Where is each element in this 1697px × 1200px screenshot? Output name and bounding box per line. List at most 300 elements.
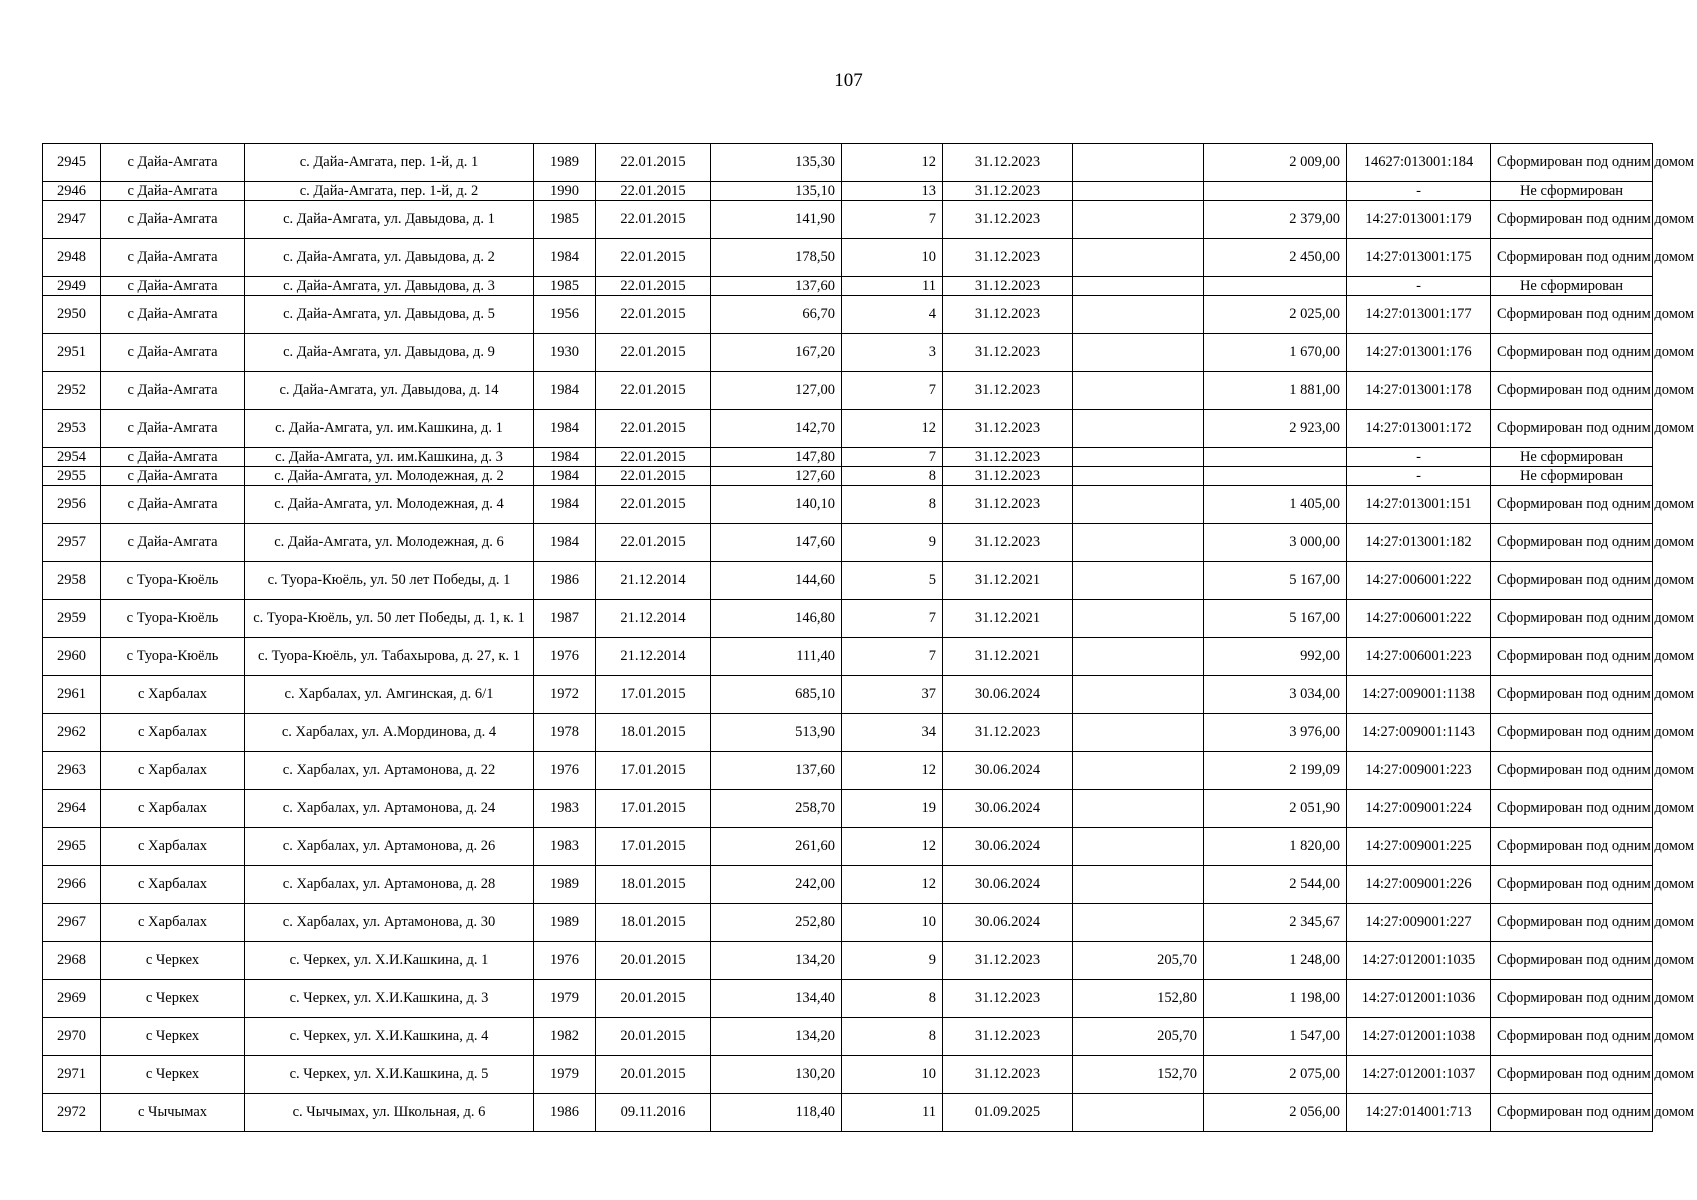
cell-status: Сформирован под одним домом bbox=[1491, 638, 1653, 676]
table-row bbox=[43, 486, 1653, 524]
cell-deadline: 31.12.2023 bbox=[943, 334, 1073, 372]
table-row bbox=[43, 752, 1653, 790]
cell-deadline: 31.12.2021 bbox=[943, 638, 1073, 676]
cell-land-area: 2 923,00 bbox=[1204, 410, 1347, 448]
cell-area: 135,10 bbox=[711, 182, 842, 201]
cell-residents: 19 bbox=[842, 790, 943, 828]
table-row bbox=[43, 1056, 1653, 1094]
cell-status: Сформирован под одним домом bbox=[1491, 980, 1653, 1018]
cell-cadastral-number: 14:27:013001:151 bbox=[1347, 486, 1491, 524]
cell-cadastral-number: 14:27:013001:179 bbox=[1347, 201, 1491, 239]
cell-deadline: 31.12.2023 bbox=[943, 144, 1073, 182]
cell-status: Сформирован под одним домом bbox=[1491, 486, 1653, 524]
cell-number: 2962 bbox=[43, 714, 101, 752]
cell-land-area: 2 379,00 bbox=[1204, 201, 1347, 239]
cell-date: 20.01.2015 bbox=[596, 980, 711, 1018]
cell-date: 22.01.2015 bbox=[596, 201, 711, 239]
cell-deadline: 30.06.2024 bbox=[943, 866, 1073, 904]
cell-address: с. Харбалах, ул. Амгинская, д. 6/1 bbox=[245, 676, 534, 714]
cell-area: 134,40 bbox=[711, 980, 842, 1018]
cell-cadastral-number: 14:27:009001:1143 bbox=[1347, 714, 1491, 752]
cell-land-area: 992,00 bbox=[1204, 638, 1347, 676]
cell-settlement: с Дайа-Амгата bbox=[101, 239, 245, 277]
cell-address: с. Харбалах, ул. Артамонова, д. 28 bbox=[245, 866, 534, 904]
cell-address: с. Черкех, ул. Х.И.Кашкина, д. 3 bbox=[245, 980, 534, 1018]
cell-address: с. Харбалах, ул. Артамонова, д. 26 bbox=[245, 828, 534, 866]
cell-cadastral-number: 14:27:013001:178 bbox=[1347, 372, 1491, 410]
cell-area: 513,90 bbox=[711, 714, 842, 752]
cell-status: Сформирован под одним домом bbox=[1491, 334, 1653, 372]
cell-year: 1978 bbox=[534, 714, 596, 752]
cell-cadastral-number: 14:27:009001:223 bbox=[1347, 752, 1491, 790]
cell-status: Сформирован под одним домом bbox=[1491, 714, 1653, 752]
cell-date: 22.01.2015 bbox=[596, 448, 711, 467]
cell-area: 111,40 bbox=[711, 638, 842, 676]
cell-cadastral-number: 14627:013001:184 bbox=[1347, 144, 1491, 182]
table-row bbox=[43, 182, 1653, 201]
cell-status: Сформирован под одним домом bbox=[1491, 524, 1653, 562]
cell-year: 1984 bbox=[534, 239, 596, 277]
cell-residents: 10 bbox=[842, 1056, 943, 1094]
cell-cadastral-number: 14:27:013001:177 bbox=[1347, 296, 1491, 334]
cell-status: Сформирован под одним домом bbox=[1491, 676, 1653, 714]
table-row bbox=[43, 600, 1653, 638]
cell-cadastral-number: 14:27:013001:172 bbox=[1347, 410, 1491, 448]
cell-residents: 8 bbox=[842, 486, 943, 524]
cell-cadastral-number: - bbox=[1347, 277, 1491, 296]
cell-deadline: 31.12.2023 bbox=[943, 277, 1073, 296]
cell-land-area bbox=[1204, 277, 1347, 296]
cell-date: 18.01.2015 bbox=[596, 904, 711, 942]
cell-year: 1984 bbox=[534, 486, 596, 524]
cell-land-area bbox=[1204, 448, 1347, 467]
cell-area: 178,50 bbox=[711, 239, 842, 277]
cell-settlement: с Дайа-Амгата bbox=[101, 524, 245, 562]
cell-address: с. Дайа-Амгата, ул. Давыдова, д. 2 bbox=[245, 239, 534, 277]
cell-status: Сформирован под одним домом bbox=[1491, 904, 1653, 942]
cell-date: 22.01.2015 bbox=[596, 372, 711, 410]
table-row bbox=[43, 372, 1653, 410]
cell-residents: 7 bbox=[842, 201, 943, 239]
cell-settlement: с Дайа-Амгата bbox=[101, 144, 245, 182]
cell-number: 2946 bbox=[43, 182, 101, 201]
cell-land-area: 1 547,00 bbox=[1204, 1018, 1347, 1056]
cell-settlement: с Дайа-Амгата bbox=[101, 372, 245, 410]
cell-status: Сформирован под одним домом bbox=[1491, 790, 1653, 828]
cell-year: 1984 bbox=[534, 448, 596, 467]
cell-land-area: 3 000,00 bbox=[1204, 524, 1347, 562]
cell-number: 2949 bbox=[43, 277, 101, 296]
cell-deadline: 30.06.2024 bbox=[943, 790, 1073, 828]
cell-settlement: с Дайа-Амгата bbox=[101, 182, 245, 201]
cell-area: 140,10 bbox=[711, 486, 842, 524]
cell-address: с. Дайа-Амгата, ул. Давыдова, д. 3 bbox=[245, 277, 534, 296]
cell-extra bbox=[1073, 296, 1204, 334]
cell-year: 1984 bbox=[534, 372, 596, 410]
cell-cadastral-number: 14:27:012001:1036 bbox=[1347, 980, 1491, 1018]
cell-deadline: 31.12.2023 bbox=[943, 942, 1073, 980]
cell-settlement: с Дайа-Амгата bbox=[101, 334, 245, 372]
cell-area: 137,60 bbox=[711, 752, 842, 790]
registry-body bbox=[43, 144, 1695, 1132]
cell-address: с. Туора-Кюёль, ул. Табахырова, д. 27, к. 1 bbox=[245, 638, 534, 676]
cell-status: Сформирован под одним домом bbox=[1491, 562, 1653, 600]
cell-residents: 10 bbox=[842, 239, 943, 277]
cell-address: с. Черкех, ул. Х.И.Кашкина, д. 5 bbox=[245, 1056, 534, 1094]
cell-area: 146,80 bbox=[711, 600, 842, 638]
cell-year: 1987 bbox=[534, 600, 596, 638]
cell-deadline: 30.06.2024 bbox=[943, 676, 1073, 714]
cell-area: 135,30 bbox=[711, 144, 842, 182]
cell-land-area: 2 056,00 bbox=[1204, 1094, 1347, 1132]
table-row bbox=[43, 467, 1653, 486]
cell-residents: 8 bbox=[842, 980, 943, 1018]
cell-deadline: 31.12.2023 bbox=[943, 372, 1073, 410]
cell-area: 142,70 bbox=[711, 410, 842, 448]
cell-land-area: 5 167,00 bbox=[1204, 562, 1347, 600]
cell-area: 130,20 bbox=[711, 1056, 842, 1094]
cell-residents: 13 bbox=[842, 182, 943, 201]
cell-land-area: 3 034,00 bbox=[1204, 676, 1347, 714]
cell-year: 1989 bbox=[534, 904, 596, 942]
cell-deadline: 31.12.2023 bbox=[943, 182, 1073, 201]
cell-residents: 12 bbox=[842, 752, 943, 790]
cell-residents: 7 bbox=[842, 600, 943, 638]
cell-settlement: с Харбалах bbox=[101, 676, 245, 714]
cell-land-area: 1 881,00 bbox=[1204, 372, 1347, 410]
cell-land-area: 1 248,00 bbox=[1204, 942, 1347, 980]
cell-status: Сформирован под одним домом bbox=[1491, 828, 1653, 866]
cell-number: 2971 bbox=[43, 1056, 101, 1094]
cell-area: 261,60 bbox=[711, 828, 842, 866]
table-row bbox=[43, 904, 1653, 942]
cell-number: 2958 bbox=[43, 562, 101, 600]
cell-area: 134,20 bbox=[711, 942, 842, 980]
cell-date: 17.01.2015 bbox=[596, 790, 711, 828]
cell-status: Не сформирован bbox=[1491, 277, 1653, 296]
cell-address: с. Дайа-Амгата, ул. Давыдова, д. 14 bbox=[245, 372, 534, 410]
cell-cadastral-number: 14:27:012001:1035 bbox=[1347, 942, 1491, 980]
cell-area: 127,60 bbox=[711, 467, 842, 486]
cell-deadline: 31.12.2021 bbox=[943, 562, 1073, 600]
cell-residents: 5 bbox=[842, 562, 943, 600]
cell-year: 1986 bbox=[534, 562, 596, 600]
cell-cadastral-number: 14:27:009001:226 bbox=[1347, 866, 1491, 904]
cell-extra bbox=[1073, 600, 1204, 638]
cell-status: Сформирован под одним домом bbox=[1491, 866, 1653, 904]
table-row bbox=[43, 828, 1653, 866]
cell-area: 252,80 bbox=[711, 904, 842, 942]
cell-deadline: 31.12.2021 bbox=[943, 600, 1073, 638]
cell-number: 2950 bbox=[43, 296, 101, 334]
cell-residents: 7 bbox=[842, 372, 943, 410]
cell-status: Сформирован под одним домом bbox=[1491, 1056, 1653, 1094]
table-row bbox=[43, 1094, 1653, 1132]
cell-date: 20.01.2015 bbox=[596, 1056, 711, 1094]
cell-date: 22.01.2015 bbox=[596, 239, 711, 277]
cell-address: с. Дайа-Амгата, пер. 1-й, д. 1 bbox=[245, 144, 534, 182]
cell-extra bbox=[1073, 866, 1204, 904]
cell-settlement: с Харбалах bbox=[101, 828, 245, 866]
cell-status: Сформирован под одним домом bbox=[1491, 296, 1653, 334]
cell-address: с. Черкех, ул. Х.И.Кашкина, д. 4 bbox=[245, 1018, 534, 1056]
cell-deadline: 31.12.2023 bbox=[943, 714, 1073, 752]
cell-cadastral-number: 14:27:006001:222 bbox=[1347, 562, 1491, 600]
cell-year: 1985 bbox=[534, 201, 596, 239]
cell-number: 2966 bbox=[43, 866, 101, 904]
cell-year: 1985 bbox=[534, 277, 596, 296]
cell-year: 1989 bbox=[534, 866, 596, 904]
cell-settlement: с Дайа-Амгата bbox=[101, 467, 245, 486]
housing-registry-table bbox=[42, 143, 1695, 1132]
page-number: 107 bbox=[834, 70, 863, 91]
cell-address: с. Дайа-Амгата, ул. Давыдова, д. 9 bbox=[245, 334, 534, 372]
cell-date: 21.12.2014 bbox=[596, 562, 711, 600]
table-row bbox=[43, 239, 1653, 277]
cell-deadline: 31.12.2023 bbox=[943, 448, 1073, 467]
cell-year: 1986 bbox=[534, 1094, 596, 1132]
cell-residents: 8 bbox=[842, 1018, 943, 1056]
cell-land-area: 2 009,00 bbox=[1204, 144, 1347, 182]
table-row bbox=[43, 334, 1653, 372]
cell-cadastral-number: 14:27:014001:713 bbox=[1347, 1094, 1491, 1132]
cell-address: с. Туора-Кюёль, ул. 50 лет Победы, д. 1, к. 1 bbox=[245, 600, 534, 638]
cell-status: Сформирован под одним домом bbox=[1491, 600, 1653, 638]
cell-status: Сформирован под одним домом bbox=[1491, 752, 1653, 790]
cell-cadastral-number: - bbox=[1347, 467, 1491, 486]
cell-residents: 10 bbox=[842, 904, 943, 942]
cell-status: Не сформирован bbox=[1491, 448, 1653, 467]
cell-settlement: с Чычымах bbox=[101, 1094, 245, 1132]
cell-settlement: с Харбалах bbox=[101, 866, 245, 904]
table-row bbox=[43, 1018, 1653, 1056]
cell-year: 1983 bbox=[534, 790, 596, 828]
cell-address: с. Дайа-Амгата, пер. 1-й, д. 2 bbox=[245, 182, 534, 201]
cell-land-area bbox=[1204, 182, 1347, 201]
cell-number: 2964 bbox=[43, 790, 101, 828]
cell-settlement: с Черкех bbox=[101, 980, 245, 1018]
cell-address: с. Харбалах, ул. Артамонова, д. 22 bbox=[245, 752, 534, 790]
cell-deadline: 01.09.2025 bbox=[943, 1094, 1073, 1132]
table-row bbox=[43, 448, 1653, 467]
cell-extra: 205,70 bbox=[1073, 1018, 1204, 1056]
cell-number: 2954 bbox=[43, 448, 101, 467]
cell-date: 09.11.2016 bbox=[596, 1094, 711, 1132]
cell-cadastral-number: 14:27:012001:1038 bbox=[1347, 1018, 1491, 1056]
cell-year: 1984 bbox=[534, 410, 596, 448]
cell-residents: 34 bbox=[842, 714, 943, 752]
cell-settlement: с Черкех bbox=[101, 1018, 245, 1056]
cell-number: 2972 bbox=[43, 1094, 101, 1132]
cell-address: с. Дайа-Амгата, ул. им.Кашкина, д. 1 bbox=[245, 410, 534, 448]
cell-extra bbox=[1073, 410, 1204, 448]
cell-settlement: с Туора-Кюёль bbox=[101, 600, 245, 638]
cell-residents: 8 bbox=[842, 467, 943, 486]
cell-area: 147,80 bbox=[711, 448, 842, 467]
table-row bbox=[43, 676, 1653, 714]
cell-cadastral-number: 14:27:009001:225 bbox=[1347, 828, 1491, 866]
cell-number: 2970 bbox=[43, 1018, 101, 1056]
cell-number: 2947 bbox=[43, 201, 101, 239]
cell-land-area: 2 075,00 bbox=[1204, 1056, 1347, 1094]
cell-number: 2965 bbox=[43, 828, 101, 866]
cell-year: 1979 bbox=[534, 980, 596, 1018]
cell-address: с. Дайа-Амгата, ул. Молодежная, д. 4 bbox=[245, 486, 534, 524]
cell-extra bbox=[1073, 828, 1204, 866]
cell-extra: 152,80 bbox=[1073, 980, 1204, 1018]
cell-cadastral-number: 14:27:013001:176 bbox=[1347, 334, 1491, 372]
cell-area: 141,90 bbox=[711, 201, 842, 239]
cell-cadastral-number: 14:27:013001:175 bbox=[1347, 239, 1491, 277]
cell-land-area: 2 051,90 bbox=[1204, 790, 1347, 828]
cell-number: 2963 bbox=[43, 752, 101, 790]
cell-land-area: 1 670,00 bbox=[1204, 334, 1347, 372]
cell-address: с. Черкех, ул. Х.И.Кашкина, д. 1 bbox=[245, 942, 534, 980]
cell-settlement: с Дайа-Амгата bbox=[101, 201, 245, 239]
table-row bbox=[43, 144, 1653, 182]
cell-number: 2951 bbox=[43, 334, 101, 372]
cell-settlement: с Харбалах bbox=[101, 904, 245, 942]
cell-year: 1984 bbox=[534, 467, 596, 486]
cell-residents: 3 bbox=[842, 334, 943, 372]
cell-extra bbox=[1073, 182, 1204, 201]
cell-extra bbox=[1073, 467, 1204, 486]
cell-status: Сформирован под одним домом bbox=[1491, 1018, 1653, 1056]
cell-date: 22.01.2015 bbox=[596, 144, 711, 182]
cell-land-area: 3 976,00 bbox=[1204, 714, 1347, 752]
cell-status: Не сформирован bbox=[1491, 467, 1653, 486]
cell-deadline: 31.12.2023 bbox=[943, 1018, 1073, 1056]
cell-date: 22.01.2015 bbox=[596, 334, 711, 372]
cell-year: 1983 bbox=[534, 828, 596, 866]
cell-settlement: с Туора-Кюёль bbox=[101, 562, 245, 600]
cell-land-area: 1 405,00 bbox=[1204, 486, 1347, 524]
cell-residents: 37 bbox=[842, 676, 943, 714]
cell-year: 1930 bbox=[534, 334, 596, 372]
cell-extra bbox=[1073, 239, 1204, 277]
cell-extra bbox=[1073, 277, 1204, 296]
cell-area: 118,40 bbox=[711, 1094, 842, 1132]
cell-address: с. Дайа-Амгата, ул. Давыдова, д. 1 bbox=[245, 201, 534, 239]
cell-residents: 12 bbox=[842, 866, 943, 904]
cell-number: 2955 bbox=[43, 467, 101, 486]
cell-date: 21.12.2014 bbox=[596, 600, 711, 638]
cell-cadastral-number: 14:27:012001:1037 bbox=[1347, 1056, 1491, 1094]
cell-year: 1976 bbox=[534, 942, 596, 980]
cell-extra bbox=[1073, 524, 1204, 562]
cell-status: Сформирован под одним домом bbox=[1491, 410, 1653, 448]
cell-deadline: 30.06.2024 bbox=[943, 904, 1073, 942]
cell-residents: 7 bbox=[842, 448, 943, 467]
cell-cadastral-number: 14:27:009001:1138 bbox=[1347, 676, 1491, 714]
cell-number: 2959 bbox=[43, 600, 101, 638]
cell-residents: 12 bbox=[842, 144, 943, 182]
cell-land-area bbox=[1204, 467, 1347, 486]
cell-year: 1979 bbox=[534, 1056, 596, 1094]
cell-extra bbox=[1073, 334, 1204, 372]
cell-area: 685,10 bbox=[711, 676, 842, 714]
table-row bbox=[43, 790, 1653, 828]
cell-address: с. Дайа-Амгата, ул. Давыдова, д. 5 bbox=[245, 296, 534, 334]
cell-area: 127,00 bbox=[711, 372, 842, 410]
cell-date: 22.01.2015 bbox=[596, 486, 711, 524]
cell-cadastral-number: 14:27:009001:224 bbox=[1347, 790, 1491, 828]
cell-land-area: 2 544,00 bbox=[1204, 866, 1347, 904]
cell-extra bbox=[1073, 144, 1204, 182]
cell-land-area: 2 345,67 bbox=[1204, 904, 1347, 942]
cell-area: 242,00 bbox=[711, 866, 842, 904]
cell-area: 258,70 bbox=[711, 790, 842, 828]
cell-extra bbox=[1073, 201, 1204, 239]
cell-address: с. Харбалах, ул. Артамонова, д. 30 bbox=[245, 904, 534, 942]
table-row bbox=[43, 714, 1653, 752]
cell-settlement: с Дайа-Амгата bbox=[101, 277, 245, 296]
cell-deadline: 31.12.2023 bbox=[943, 1056, 1073, 1094]
cell-deadline: 30.06.2024 bbox=[943, 828, 1073, 866]
table-row bbox=[43, 638, 1653, 676]
cell-deadline: 31.12.2023 bbox=[943, 410, 1073, 448]
cell-date: 22.01.2015 bbox=[596, 296, 711, 334]
cell-residents: 12 bbox=[842, 410, 943, 448]
cell-status: Сформирован под одним домом bbox=[1491, 239, 1653, 277]
cell-residents: 9 bbox=[842, 524, 943, 562]
cell-extra bbox=[1073, 752, 1204, 790]
cell-address: с. Дайа-Амгата, ул. им.Кашкина, д. 3 bbox=[245, 448, 534, 467]
cell-deadline: 31.12.2023 bbox=[943, 201, 1073, 239]
cell-deadline: 31.12.2023 bbox=[943, 980, 1073, 1018]
cell-status: Сформирован под одним домом bbox=[1491, 144, 1653, 182]
cell-date: 18.01.2015 bbox=[596, 714, 711, 752]
cell-number: 2945 bbox=[43, 144, 101, 182]
cell-year: 1984 bbox=[534, 524, 596, 562]
cell-year: 1989 bbox=[534, 144, 596, 182]
cell-number: 2956 bbox=[43, 486, 101, 524]
cell-date: 17.01.2015 bbox=[596, 676, 711, 714]
cell-address: с. Харбалах, ул. А.Мординова, д. 4 bbox=[245, 714, 534, 752]
cell-settlement: с Черкех bbox=[101, 1056, 245, 1094]
cell-extra bbox=[1073, 448, 1204, 467]
cell-date: 20.01.2015 bbox=[596, 1018, 711, 1056]
cell-year: 1982 bbox=[534, 1018, 596, 1056]
cell-date: 22.01.2015 bbox=[596, 277, 711, 296]
table-row bbox=[43, 296, 1653, 334]
table-row bbox=[43, 277, 1653, 296]
cell-deadline: 31.12.2023 bbox=[943, 296, 1073, 334]
cell-number: 2948 bbox=[43, 239, 101, 277]
cell-land-area: 2 025,00 bbox=[1204, 296, 1347, 334]
cell-land-area: 1 820,00 bbox=[1204, 828, 1347, 866]
cell-settlement: с Харбалах bbox=[101, 752, 245, 790]
cell-year: 1972 bbox=[534, 676, 596, 714]
cell-cadastral-number: - bbox=[1347, 182, 1491, 201]
cell-date: 20.01.2015 bbox=[596, 942, 711, 980]
table-row bbox=[43, 942, 1653, 980]
cell-number: 2961 bbox=[43, 676, 101, 714]
cell-cadastral-number: 14:27:013001:182 bbox=[1347, 524, 1491, 562]
cell-number: 2952 bbox=[43, 372, 101, 410]
cell-settlement: с Харбалах bbox=[101, 790, 245, 828]
cell-number: 2957 bbox=[43, 524, 101, 562]
cell-address: с. Чычымах, ул. Школьная, д. 6 bbox=[245, 1094, 534, 1132]
cell-date: 17.01.2015 bbox=[596, 752, 711, 790]
cell-deadline: 31.12.2023 bbox=[943, 524, 1073, 562]
cell-extra bbox=[1073, 676, 1204, 714]
cell-cadastral-number: 14:27:006001:222 bbox=[1347, 600, 1491, 638]
cell-date: 18.01.2015 bbox=[596, 866, 711, 904]
cell-status: Сформирован под одним домом bbox=[1491, 942, 1653, 980]
cell-status: Сформирован под одним домом bbox=[1491, 372, 1653, 410]
cell-deadline: 30.06.2024 bbox=[943, 752, 1073, 790]
